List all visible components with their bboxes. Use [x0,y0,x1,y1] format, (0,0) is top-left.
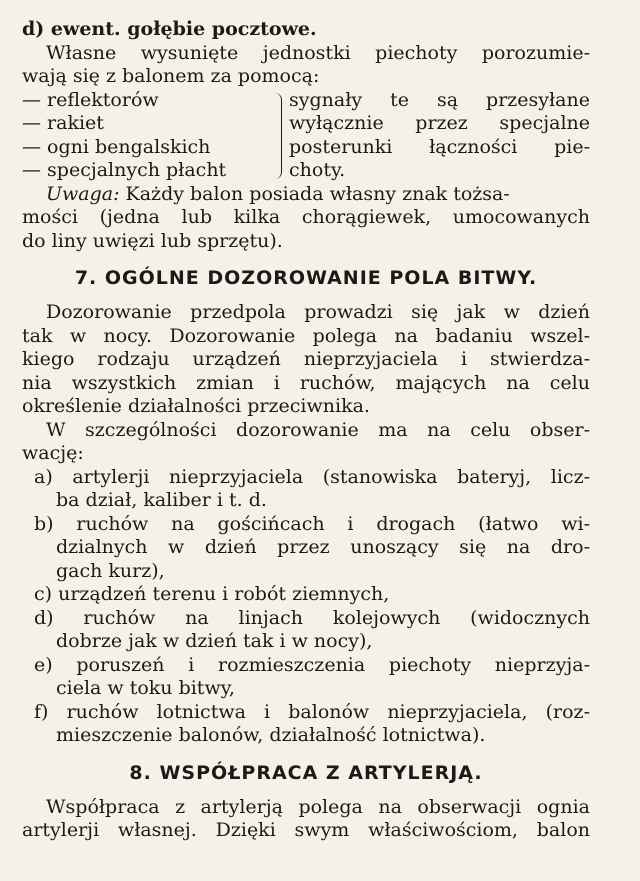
list-item: f) ruchów lotnictwa i balonów nieprzyjaciela, (roz- [34,700,590,723]
section-7-heading: 7. OGÓLNE DOZOROWANIE POLA BITWY. [74,267,538,289]
curly-brace [267,89,289,183]
paragraph-line: do liny uwięzi lub sprzętu). [22,229,283,252]
paragraph-line: mości (jedna lub kilka chorągiewek, umocowanych [22,206,590,228]
paragraph-line: tak w nocy. Dozorowanie polega na badaniu wszel- [22,324,590,347]
list-item-continuation: gach kurz), [56,559,165,582]
signal-means-list [22,89,267,183]
list-item: — ogni bengalskich [22,135,211,158]
list-item: — specjalnych płacht [22,159,227,181]
list-item-continuation: mieszczenie balonów, działalność lotnictwa). [56,724,486,746]
paragraph-line: nia wszystkich zmian i ruchów, mających na celu [22,371,590,394]
list-item-continuation: dobrze jak w dzień tak i w nocy), [56,630,373,652]
observation-list [22,466,590,748]
uwaga-text: Każdy balon posiada własny znak tożsa- [119,182,510,205]
uwaga-label: Uwaga: [46,182,120,205]
list-item: d) ruchów na linjach kolejowych (widocznych [34,606,590,629]
paragraph-line: Dozorowanie przedpola prowadzi się jak w dzień [46,301,590,323]
paragraph-line: W szczególności dozorowanie ma na celu obser- [46,418,590,441]
list-item: a) artylerji nieprzyjaciela (stanowiska bateryj, licz- [34,465,590,488]
paragraph-line: choty. [289,159,346,181]
document-page [22,18,590,843]
paragraph-line: kiego rodzaju urządzeń nieprzyjaciela i stwierdza- [22,348,590,370]
paragraph-line: wają się z balonem za pomocą: [22,65,320,87]
paragraph-line: wację: [22,442,84,464]
uwaga-note-line [22,183,590,207]
section-d-title: d) ewent. gołębie pocztowe. [22,18,317,40]
list-item: — reflektorów [22,88,159,111]
paragraph-line: Własne wysunięte jednostki piechoty porozumie- [46,41,590,64]
paragraph-line: wyłącznie przez specjalne [289,112,590,134]
list-item: b) ruchów na gościńcach i drogach (łatwo wi- [34,512,590,535]
list-item-continuation: ba dział, kaliber i t. d. [56,489,267,511]
list-item: c) urządzeń terenu i robót ziemnych, [34,583,390,605]
paragraph-line: posterunki łączności pie- [289,135,590,158]
paragraph-line: Współpraca z artylerją polega na obserwacji ognia [46,795,590,818]
paragraph-line: sygnały te są przesyłane [289,88,590,111]
signal-means-block [22,89,590,183]
list-item: e) poruszeń i rozmieszczenia piechoty nieprzyja- [34,653,590,676]
paragraph-line: określenie działalności przeciwnika. [22,395,370,417]
section-8-heading: 8. WSPÓŁPRACA Z ARTYLERJĄ. [129,761,483,784]
list-item-continuation: ciela w toku bitwy, [56,677,235,699]
paragraph-line: artylerji własnej. Dzięki swym właściwościom, balon [22,819,590,841]
list-item-continuation: dzialnych w dzień przez unoszący się na dro- [56,536,590,558]
signal-note [289,89,590,183]
list-item: — rakiet [22,112,104,134]
